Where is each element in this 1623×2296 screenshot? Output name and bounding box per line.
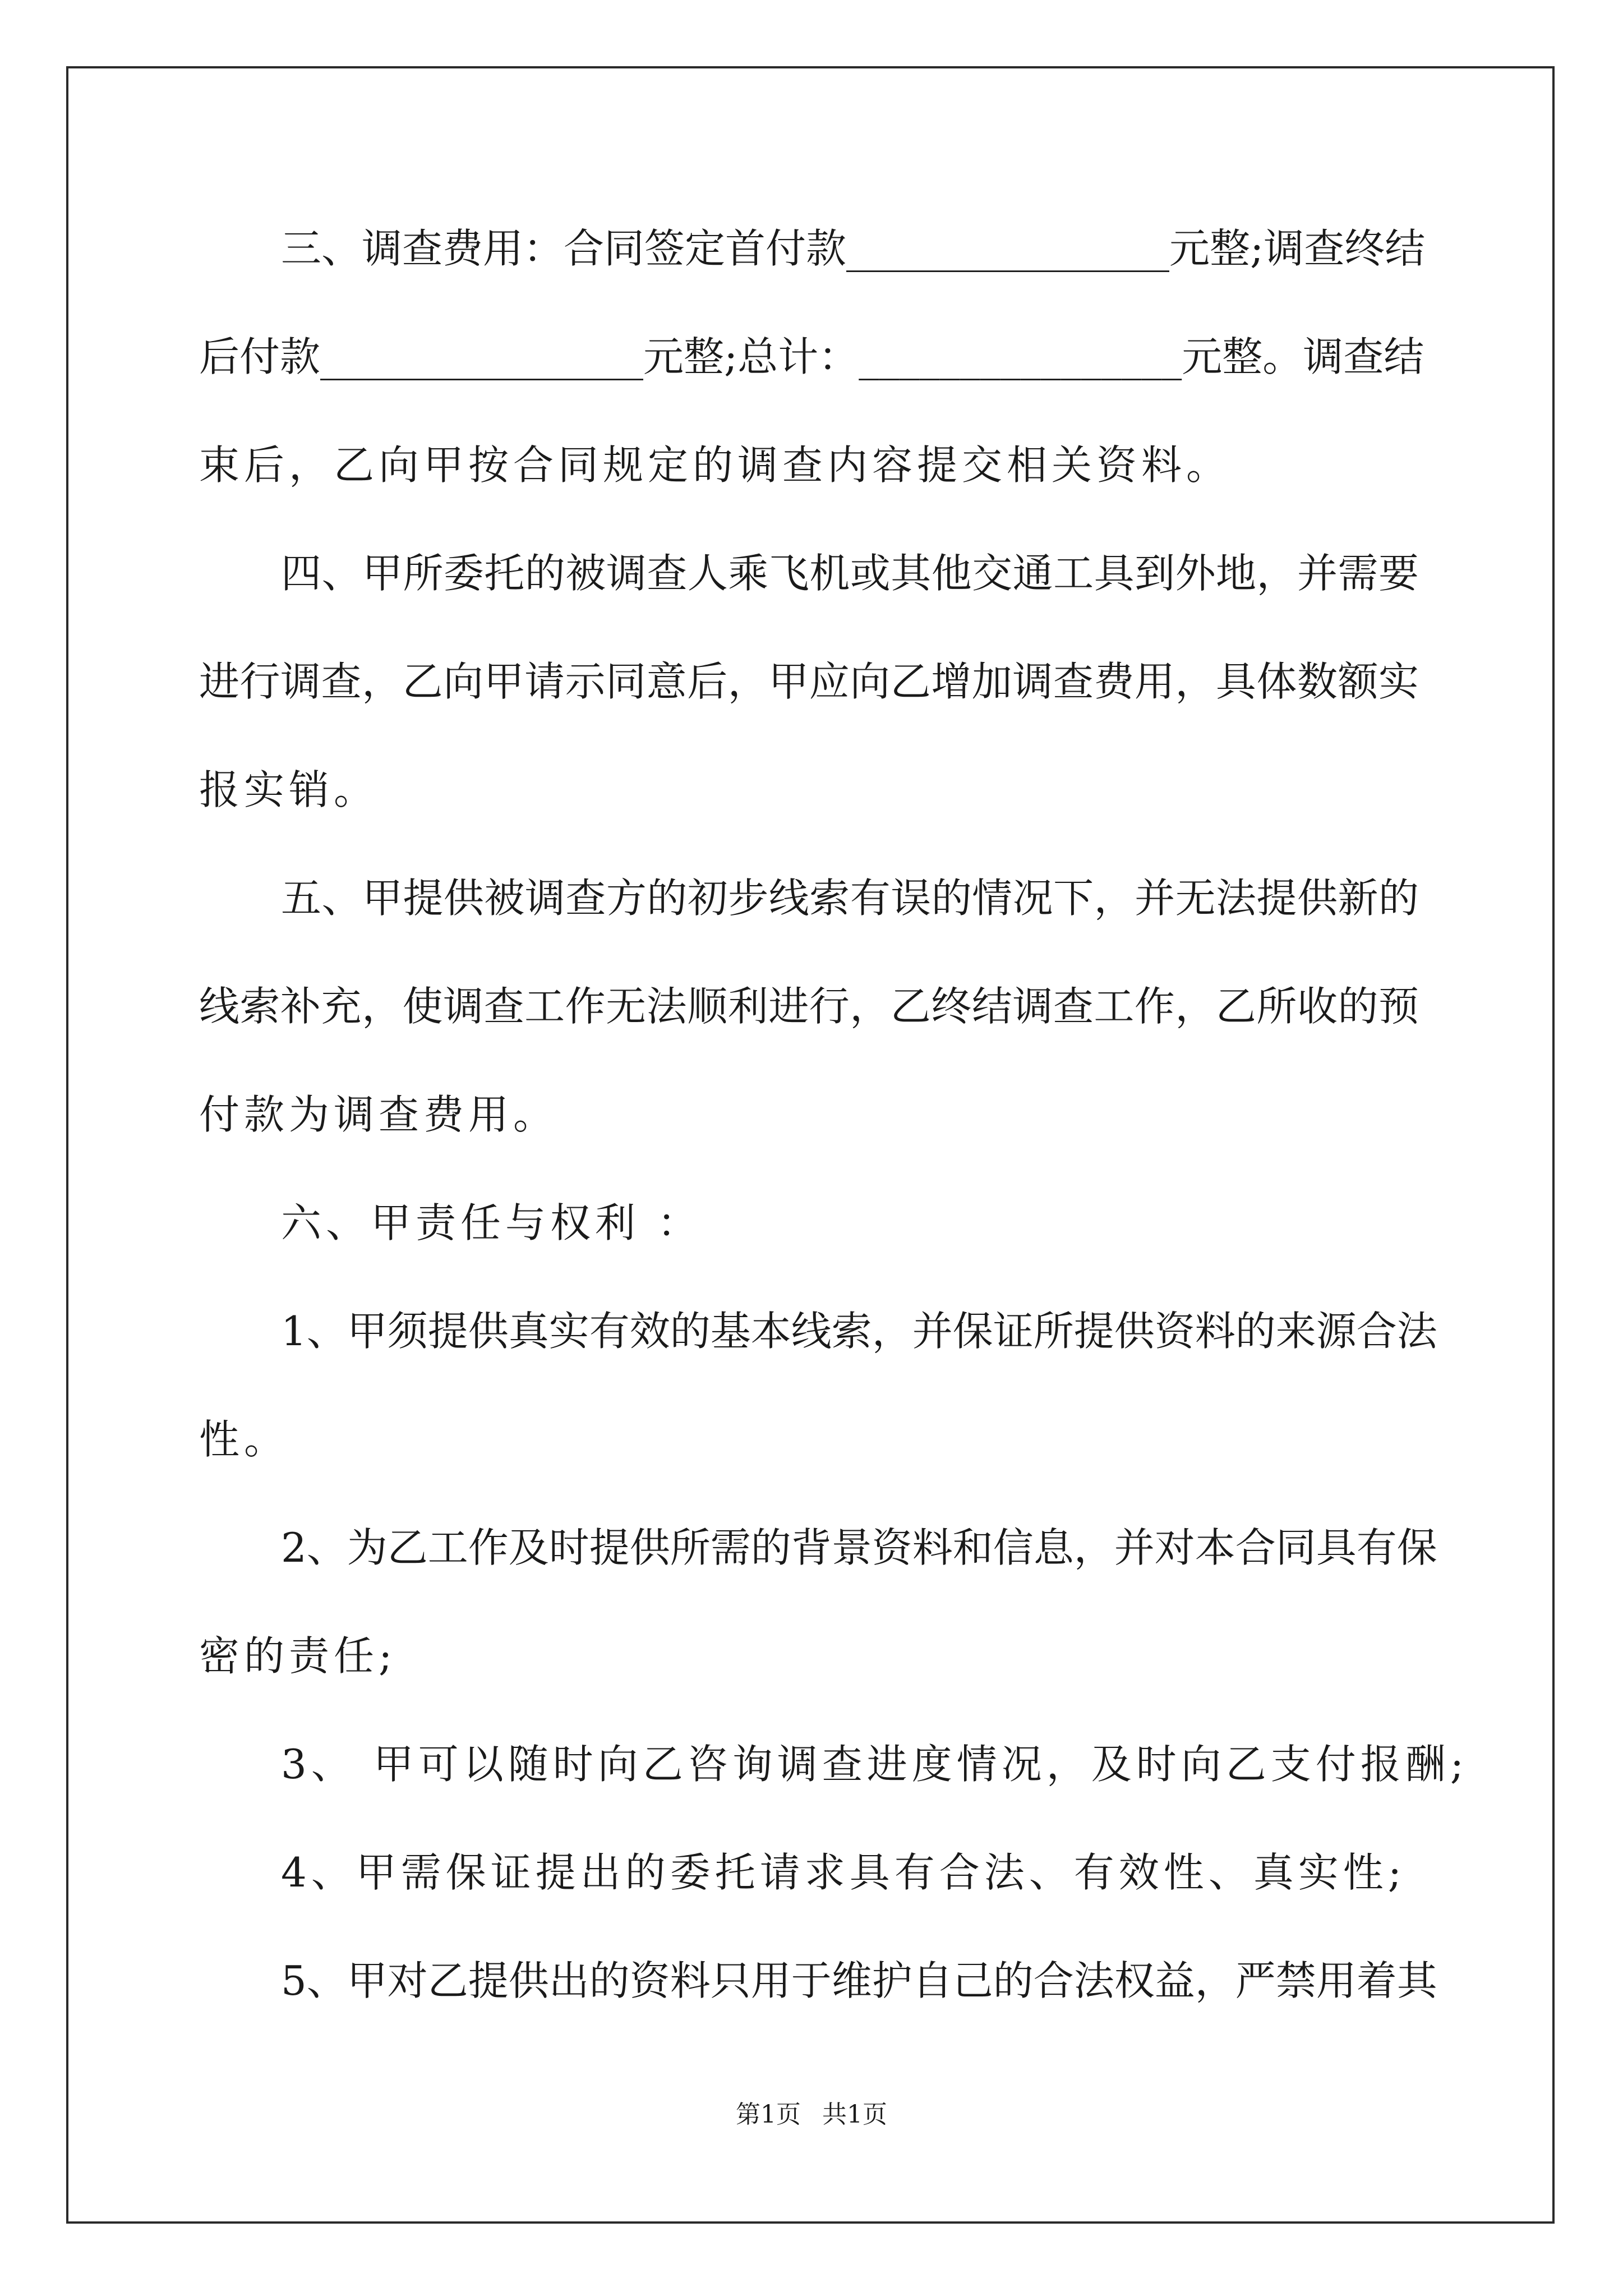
page-total: 共1页 [822, 2100, 887, 2129]
paragraph-line: 性。 [199, 1416, 289, 1463]
section-heading: 六、甲责任与权利 ： [281, 1199, 702, 1246]
page-number: 第1页 [736, 2100, 801, 2129]
page-footer [0, 2098, 1623, 2132]
paragraph-line: 三、调查费用：合同签定首付款________________元整;调查终结 [281, 225, 1426, 272]
paragraph-line: 后付款________________元整;总计：________________元整。调查结 [199, 333, 1424, 380]
paragraph-line: 五、甲提供被调查方的初步线索有误的情况下，并无法提供新的 [281, 875, 1419, 922]
page-border [66, 66, 1555, 2224]
paragraph-line: 5、甲对乙提供出的资料只用于维护自己的合法权益，严禁用着其 [281, 1957, 1437, 2004]
paragraph-line: 线索补充，使调查工作无法顺利进行，乙终结调查工作，乙所收的预 [199, 983, 1419, 1030]
paragraph-line: 4、甲需保证提出的委托请求具有合法、有效性、真实性; [281, 1849, 1407, 1896]
paragraph-line: 四、甲所委托的被调查人乘飞机或其他交通工具到外地，并需要 [281, 550, 1419, 597]
paragraph-line: 报实销。 [199, 766, 379, 813]
paragraph-line: 密的责任; [199, 1632, 397, 1680]
paragraph-line: 1、甲须提供真实有效的基本线索，并保证所提供资料的来源合法 [281, 1308, 1437, 1355]
paragraph-line: 2、为乙工作及时提供所需的背景资料和信息，并对本合同具有保 [281, 1524, 1437, 1571]
paragraph-line: 束后，乙向甲按合同规定的调查内容提交相关资料。 [199, 441, 1232, 489]
paragraph-line: 进行调查，乙向甲请示同意后，甲应向乙增加调查费用，具体数额实 [199, 658, 1419, 705]
paragraph-line: 3、 甲可以随时向乙咨询调查进度情况，及时向乙支付报酬; [281, 1741, 1468, 1788]
paragraph-line: 付款为调查费用。 [199, 1091, 559, 1138]
